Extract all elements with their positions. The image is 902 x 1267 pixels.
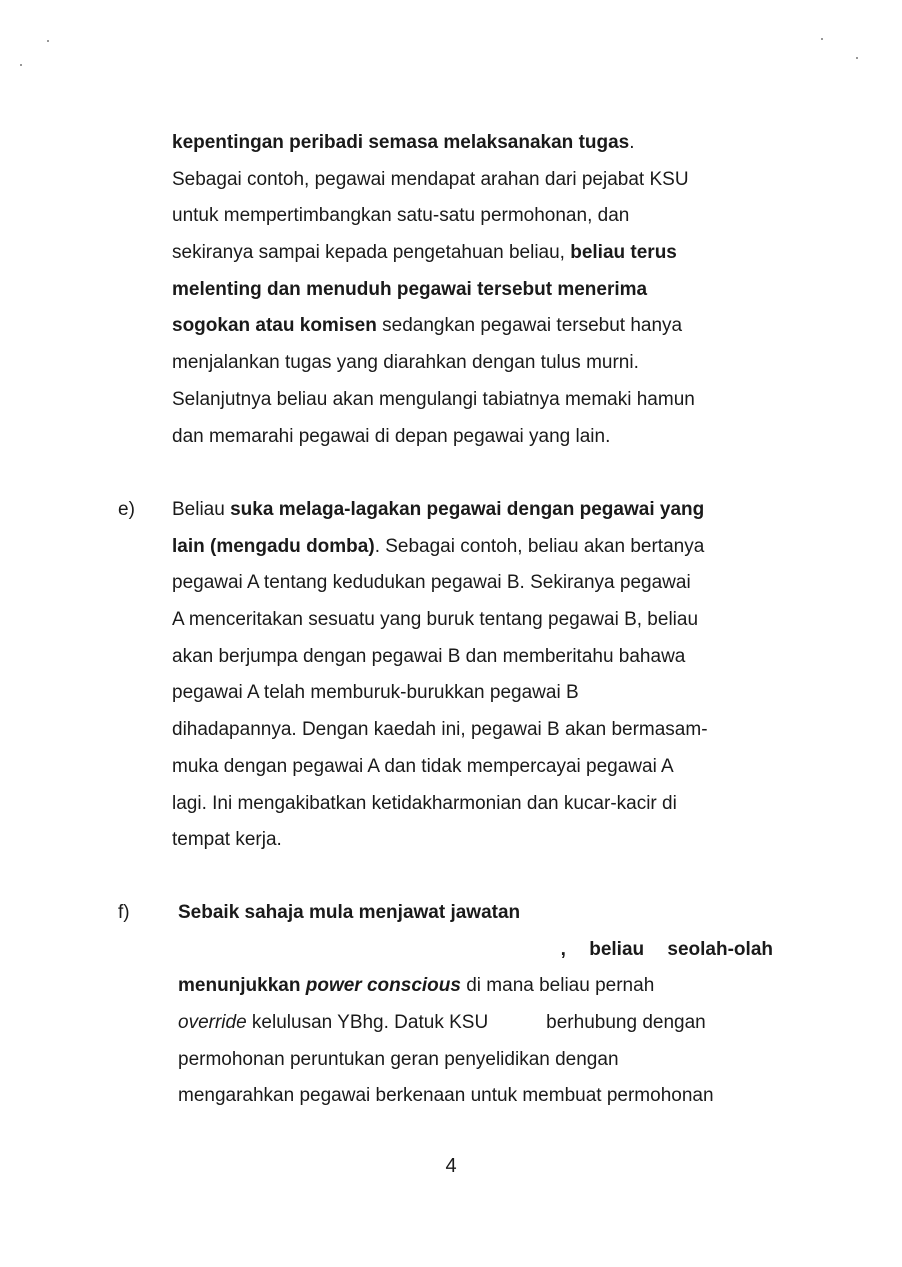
- text-line: muka dengan pegawai A dan tidak mempercayai pegawai A: [172, 755, 674, 777]
- scan-speck: [821, 38, 823, 40]
- text-line: Sebagai contoh, pegawai mendapat arahan dari pejabat KSU: [172, 168, 689, 190]
- text-line: [172, 492, 772, 529]
- list-marker-e: e): [118, 499, 135, 520]
- text-line: menjalankan tugas yang diarahkan dengan tulus murni.: [172, 352, 639, 374]
- bold-text: menunjukkan: [178, 975, 306, 997]
- text-line: [178, 895, 773, 932]
- text-run: berhubung dengan: [546, 1012, 706, 1034]
- text-run: Beliau: [172, 499, 231, 520]
- text-line: A menceritakan sesuatu yang buruk tentang pegawai B, beliau: [172, 609, 699, 631]
- text-run: di mana beliau pernah: [460, 975, 655, 997]
- bold-text: beliau terus: [570, 242, 677, 264]
- text-line: [172, 529, 772, 566]
- bold-text: , beliau seolah-olah: [560, 938, 773, 960]
- text-run: sedangkan pegawai tersebut hanya: [376, 315, 683, 337]
- text-line: [172, 125, 768, 162]
- list-marker-f: f): [118, 902, 130, 923]
- text-line: pegawai A telah memburuk-burukkan pegawai B: [172, 682, 579, 704]
- scan-speck: [20, 64, 22, 66]
- text-line: [178, 932, 773, 969]
- bold-text: lain (mengadu domba): [172, 535, 375, 557]
- page-number: 4: [445, 1155, 457, 1177]
- text-line: [178, 1005, 773, 1042]
- text-line: [172, 235, 768, 272]
- text-run: kelulusan YBhg. Datuk KSU: [246, 1012, 489, 1034]
- bold-text: Sebaik sahaja mula menjawat jawatan: [178, 902, 521, 923]
- bold-text: suka melaga-lagakan pegawai dengan pegawai yang: [230, 499, 705, 520]
- text-line: tempat kerja.: [172, 829, 282, 851]
- text-line: dan memarahi pegawai di depan pegawai yang lain.: [172, 425, 611, 447]
- text-line: pegawai A tentang kedudukan pegawai B. Sekiranya pegawai: [172, 572, 691, 594]
- text-run: .: [629, 132, 635, 153]
- text-line: Selanjutnya beliau akan mengulangi tabiatnya memaki hamun: [172, 388, 695, 410]
- text-run: . Sebagai contoh, beliau akan bertanya: [374, 535, 705, 557]
- text-line: lagi. Ini mengakibatkan ketidakharmonian dan kucar-kacir di: [172, 792, 677, 814]
- bold-text: sogokan atau komisen: [172, 315, 377, 337]
- text-line: dihadapannya. Dengan kaedah ini, pegawai B akan bermasam-: [172, 719, 708, 741]
- list-item-e: [172, 492, 772, 859]
- text-line: [178, 968, 773, 1005]
- scan-speck: [47, 40, 49, 42]
- text-line: akan berjumpa dengan pegawai B dan memberitahu bahawa: [172, 645, 686, 667]
- scan-speck: [856, 57, 858, 59]
- text-line: untuk mempertimbangkan satu-satu permohonan, dan: [172, 205, 630, 227]
- text-run: sekiranya sampai kepada pengetahuan beliau,: [172, 242, 571, 264]
- text-line: permohonan peruntukan geran penyelidikan dengan: [178, 1048, 619, 1070]
- italic-text: override: [178, 1012, 247, 1034]
- bold-italic-text: power conscious: [305, 975, 461, 997]
- text-line: [172, 308, 768, 345]
- text-line: mengarahkan pegawai berkenaan untuk membuat permohonan: [178, 1085, 714, 1107]
- text-line: [172, 272, 768, 309]
- continued-paragraph: [172, 125, 768, 455]
- bold-text: kepentingan peribadi semasa melaksanakan tugas: [172, 132, 630, 153]
- list-item-f: [178, 895, 773, 1115]
- bold-text: melenting dan menuduh pegawai tersebut menerima: [172, 278, 648, 300]
